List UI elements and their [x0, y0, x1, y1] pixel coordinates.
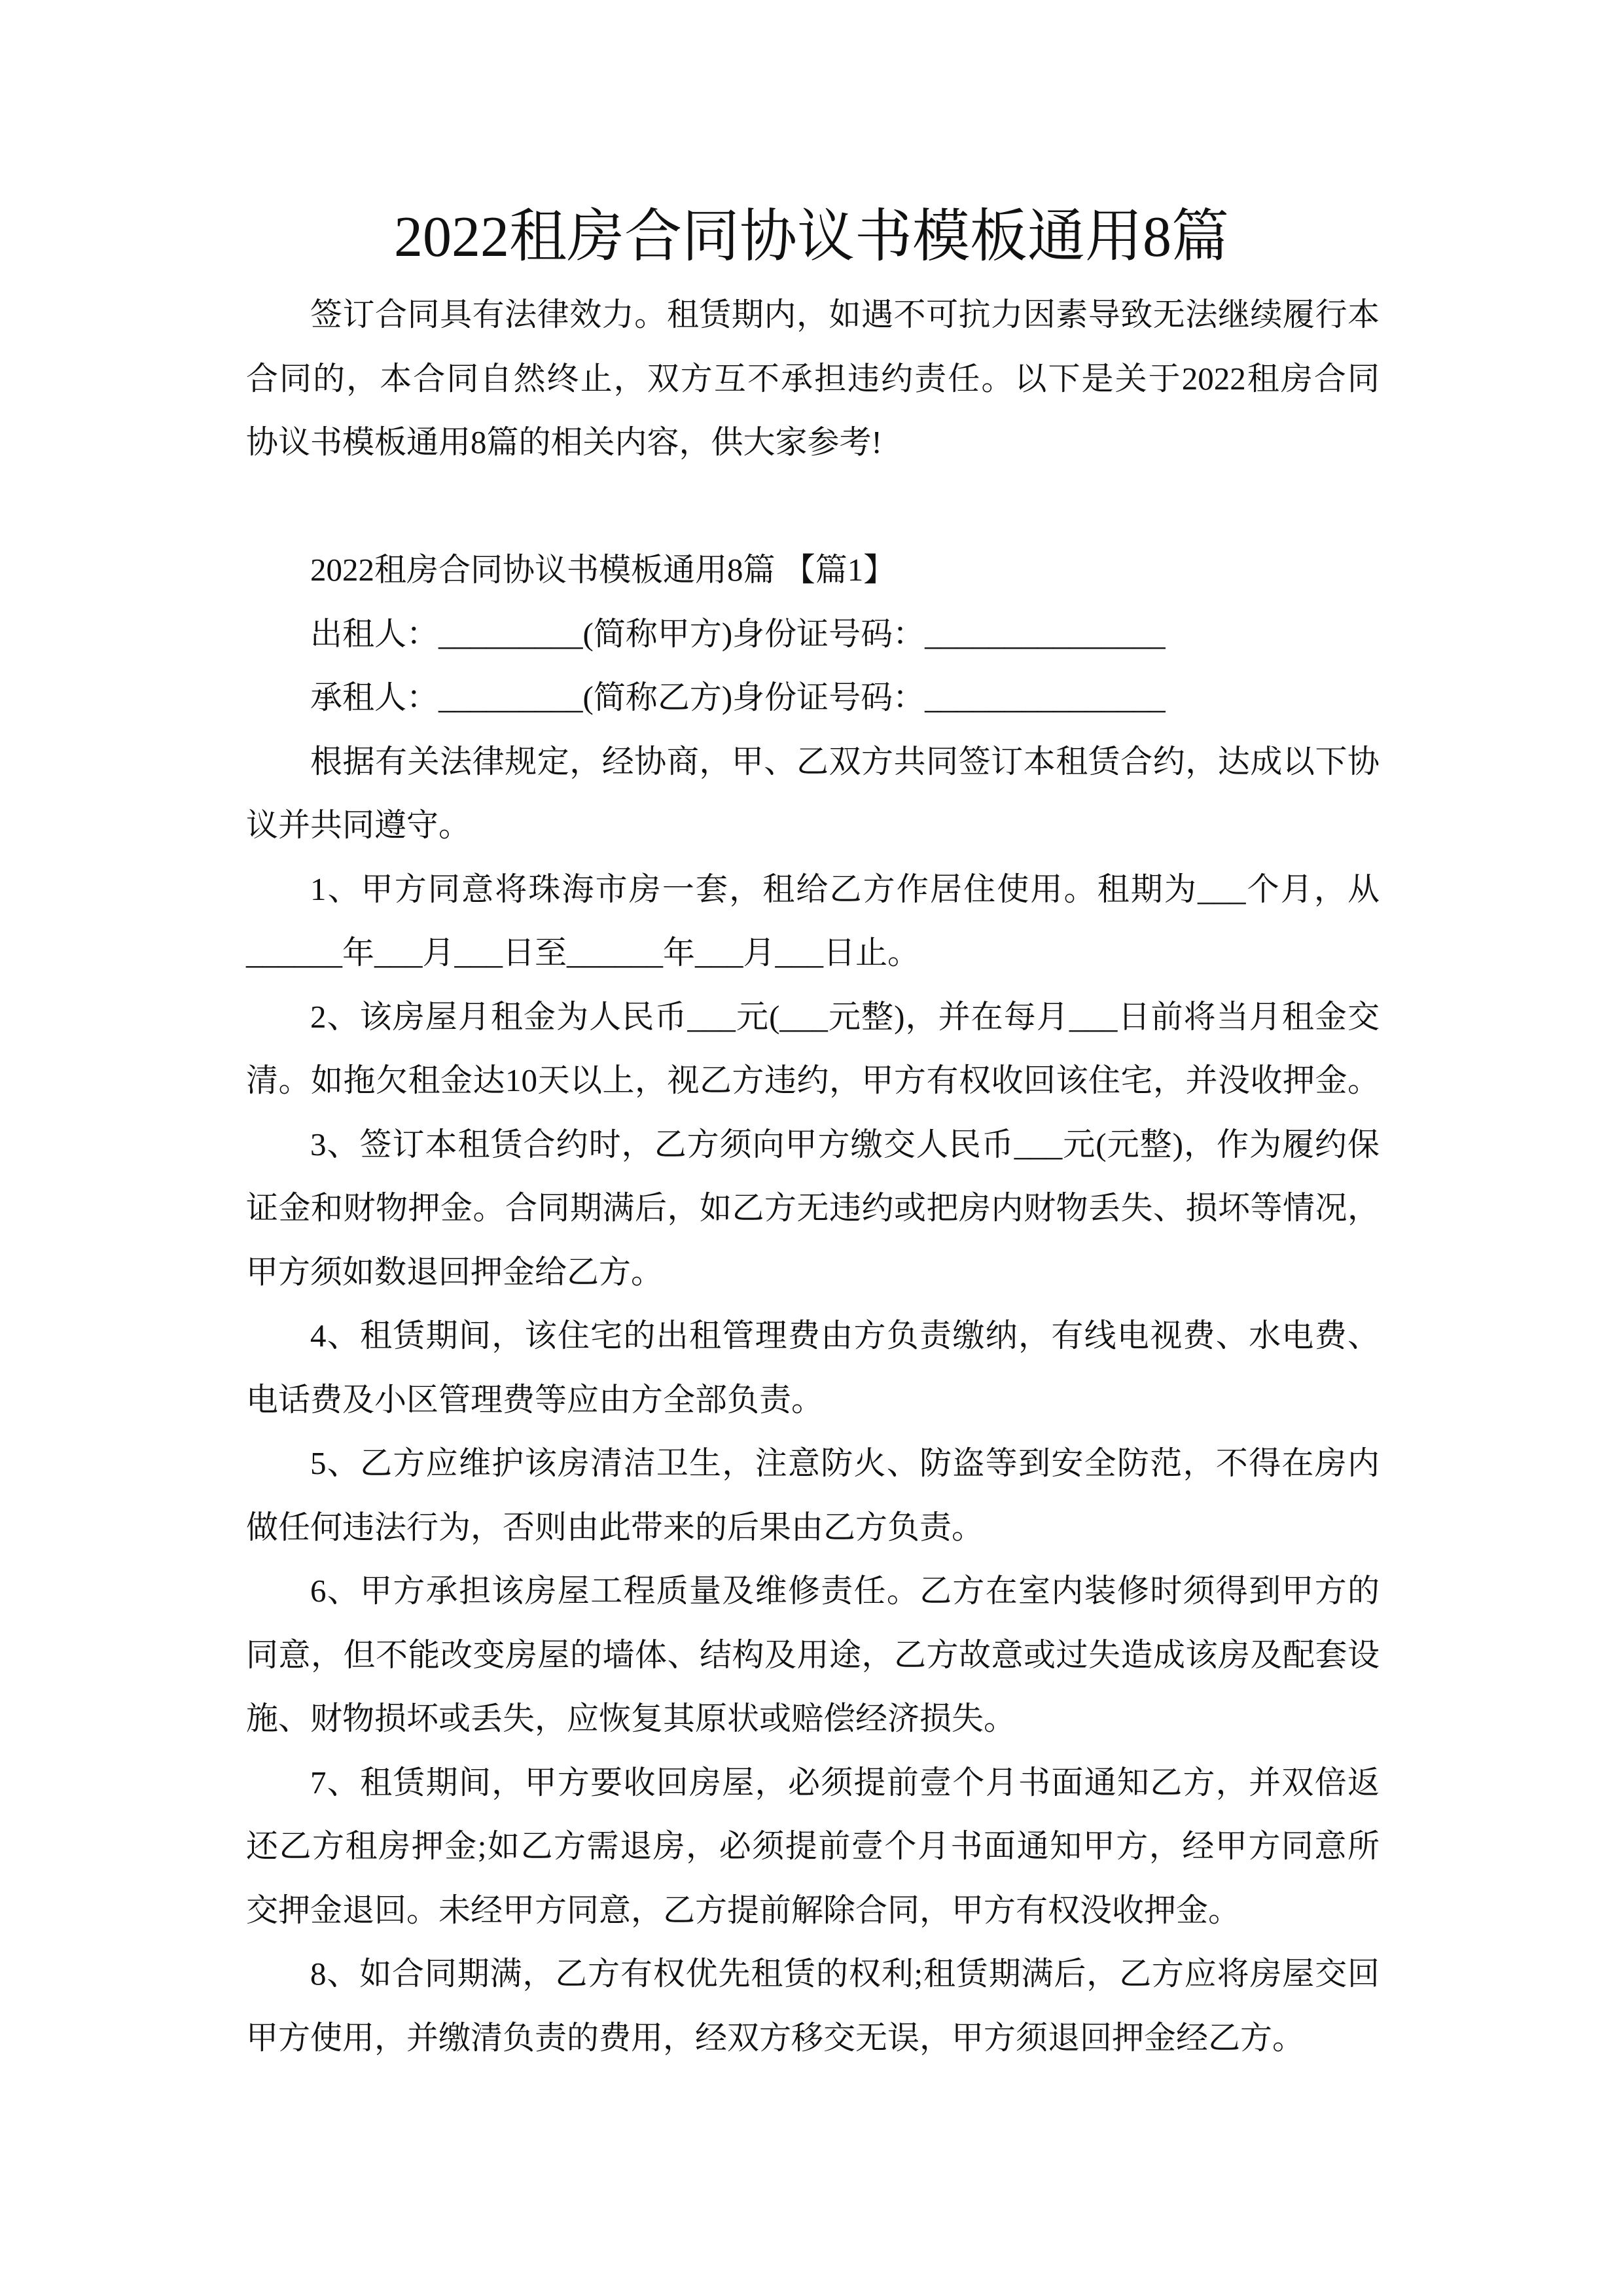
section-line: 2022租房合同协议书模板通用8篇 【篇1】 [310, 552, 896, 588]
section-line: ______年___月___日至______年___月___日止。 [246, 935, 920, 971]
section-line: 承租人：_________(简称乙方)身份证号码：_______________ [310, 679, 1166, 715]
section-line: 交押金退回。未经甲方同意，乙方提前解除合同，甲方有权没收押金。 [246, 1892, 1241, 1928]
section-line: 施、财物损坏或丢失，应恢复其原状或赔偿经济损失。 [246, 1700, 1016, 1736]
section-line: 证金和财物押金。合同期满后，如乙方无违约或把房内财物丢失、损坏等情况， [246, 1190, 1380, 1226]
section-line: 根据有关法律规定，经协商，甲、乙双方共同签订本租赁合约，达成以下协 [310, 743, 1380, 780]
intro-paragraph [246, 283, 1380, 475]
document-title: 2022租房合同协议书模板通用8篇 [393, 206, 1229, 269]
section-line: 议并共同遵守。 [246, 807, 471, 843]
section-line: 甲方使用，并缴清负责的费用，经双方移交无误，甲方须退回押金经乙方。 [246, 2019, 1305, 2056]
intro-line: 签订合同具有法律效力。租赁期内，如遇不可抗力因素导致无法继续履行本 [310, 296, 1380, 332]
section-line: 电话费及小区管理费等应由方全部负责。 [246, 1381, 824, 1418]
section-line: 1、甲方同意将珠海市房一套，租给乙方作居住使用。租期为___个月，从 [310, 870, 1380, 907]
section-line: 8、如合同期满，乙方有权优先租赁的权利;租赁期满后，乙方应将房屋交回 [310, 1956, 1380, 1992]
section-line: 出租人：_________(简称甲方)身份证号码：_______________ [310, 615, 1166, 652]
contract-section-1 [246, 538, 1380, 2070]
intro-line: 协议书模板通用8篇的相关内容，供大家参考! [246, 424, 882, 460]
intro-line: 合同的，本合同自然终止，双方互不承担违约责任。以下是关于2022租房合同 [246, 360, 1380, 397]
section-line: 5、乙方应维护该房清洁卫生，注意防火、防盗等到安全防范，不得在房内 [310, 1445, 1380, 1481]
section-line: 甲方须如数退回押金给乙方。 [246, 1253, 664, 1290]
section-line: 同意，但不能改变房屋的墙体、结构及用途，乙方故意或过失造成该房及配套设 [246, 1636, 1380, 1673]
section-line: 还乙方租房押金;如乙方需退房，必须提前壹个月书面通知甲方，经甲方同意所 [246, 1828, 1380, 1864]
section-line: 6、甲方承担该房屋工程质量及维修责任。乙方在室内装修时须得到甲方的 [310, 1573, 1380, 1609]
section-line: 7、租赁期间，甲方要收回房屋，必须提前壹个月书面通知乙方，并双倍返 [310, 1764, 1380, 1801]
section-line: 3、签订本租赁合约时，乙方须向甲方缴交人民币___元(元整)，作为履约保 [310, 1126, 1380, 1162]
section-line: 做任何违法行为，否则由此带来的后果由乙方负责。 [246, 1509, 984, 1545]
section-line: 4、租赁期间，该住宅的出租管理费由方负责缴纳，有线电视费、水电费、 [310, 1318, 1380, 1354]
section-line: 清。如拖欠租金达10天以上，视乙方违约，甲方有权收回该住宅，并没收押金。 [246, 1062, 1380, 1098]
document-body [246, 283, 1380, 2070]
section-line: 2、该房屋月租金为人民币___元(___元整)，并在每月___日前将当月租金交 [310, 998, 1380, 1035]
spacer [246, 475, 1380, 539]
